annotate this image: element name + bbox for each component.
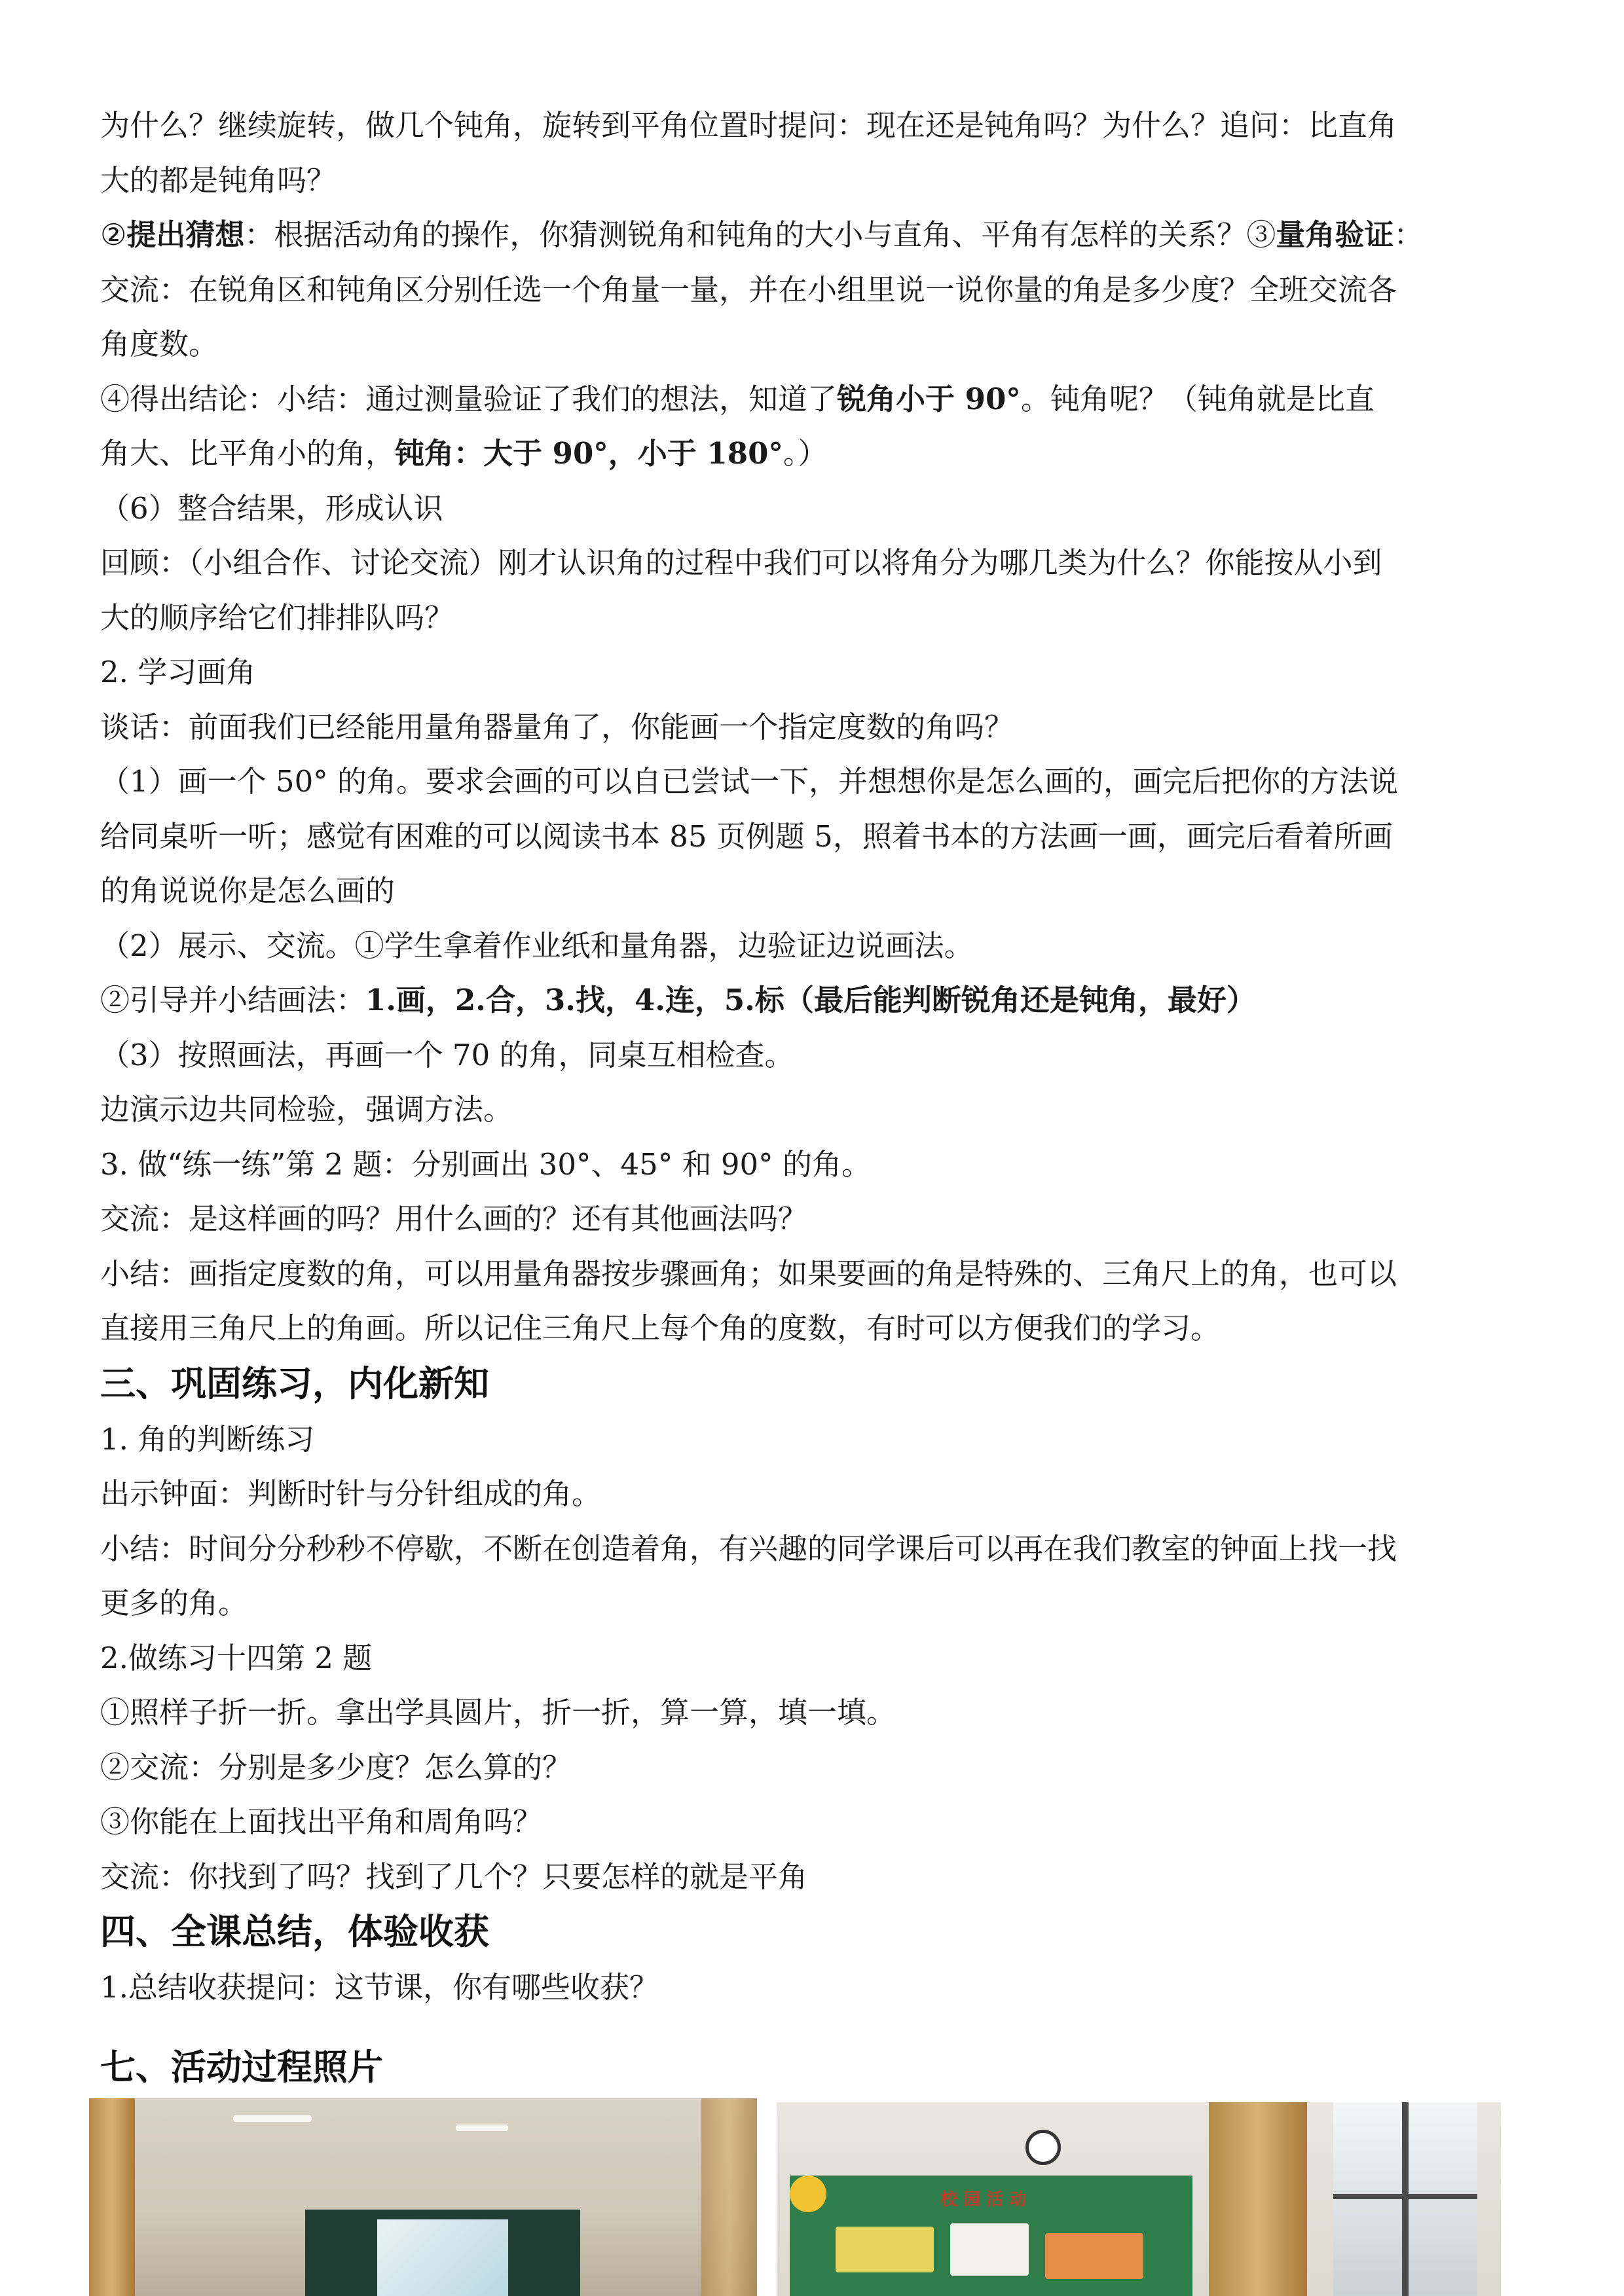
text-run: 角大、比平角小的角， (100, 436, 396, 471)
paragraph (100, 372, 1528, 427)
text-run: ： (1393, 217, 1424, 252)
section-heading: 三、巩固练习，内化新知 (100, 1362, 489, 1404)
paragraph: （3）按照画法，再画一个 70 的角，同桌互相检查。 (100, 1037, 794, 1072)
paragraph: ③你能在上面找出平角和周角吗？ (100, 1804, 543, 1839)
curtain (1209, 2102, 1307, 2296)
bold-run: 提出猜想 (126, 217, 245, 252)
document-body (100, 98, 1528, 2100)
paragraph: 的角说说你是怎么画的 (100, 873, 396, 908)
paragraph: 交流：你找到了吗？找到了几个？只要怎样的就是平角 (100, 1859, 808, 1894)
curtain (701, 2098, 757, 2296)
paragraph: 交流：在锐角区和钝角区分别任选一个角量一量，并在小组里说一说你量的角是多少度？全班交流各 (100, 272, 1397, 307)
poster (836, 2227, 934, 2272)
text-run: ②引导并小结画法： (100, 983, 366, 1017)
paragraph: 给同桌听一听；感觉有困难的可以阅读书本 85 页例题 5，照着书本的方法画一画，画完后看着所画 (100, 818, 1393, 854)
text-run: 。钝角呢？（钝角就是比直 (1020, 381, 1375, 416)
paragraph: ②交流：分别是多少度？怎么算的？ (100, 1749, 572, 1785)
paragraph: ①照样子折一折。拿出学具圆片，折一折，算一算，填一填。 (100, 1695, 896, 1730)
sun-decoration (790, 2176, 826, 2212)
paragraph: 谈话：前面我们已经能用量角器量角了，你能画一个指定度数的角吗？ (100, 709, 1014, 744)
paragraph: 2. 学习画角 (100, 655, 256, 689)
paragraph: 1. 角的判断练习 (100, 1421, 315, 1457)
paragraph: 小结：画指定度数的角，可以用量角器按步骤画角；如果要画的角是特殊的、三角尺上的角，也可以 (100, 1256, 1397, 1291)
bold-run: 锐角小于 90° (837, 381, 1021, 416)
ceiling-lamp (456, 2124, 508, 2131)
poster (1045, 2233, 1143, 2279)
paragraph: 直接用三角尺上的角画。所以记住三角尺上每个角的度数，有时可以方便我们的学习。 (100, 1311, 1221, 1345)
paragraph: 更多的角。 (100, 1586, 248, 1620)
paragraph: （6）整合结果，形成认识 (100, 490, 443, 526)
paragraph (100, 973, 1528, 1028)
paragraph: 为什么？继续旋转，做几个钝角，旋转到平角位置时提问：现在还是钝角吗？为什么？追问：比直角 (100, 108, 1397, 143)
paragraph: （2）展示、交流。①学生拿着作业纸和量角器，边验证边说画法。 (100, 928, 974, 963)
classroom-photo-1 (89, 2098, 757, 2296)
ceiling-lamp (233, 2115, 312, 2122)
projector-screen (377, 2219, 508, 2296)
text-run: ② (100, 217, 127, 252)
paragraph: 小结：时间分分秒秒不停歇，不断在创造着角，有兴趣的同学课后可以再在我们教室的钟面上找一找 (100, 1531, 1397, 1566)
paragraph: 大的都是钝角吗？ (100, 162, 337, 198)
poster (950, 2223, 1029, 2276)
section-heading: 四、全课总结，体验收获 (100, 1911, 489, 1952)
curtain (89, 2098, 135, 2296)
text-run: ④得出结论：小结：通过测量验证了我们的想法，知道了 (100, 381, 838, 416)
paragraph: 1.总结收获提问：这节课，你有哪些收获？ (100, 1970, 659, 2005)
section-heading: 七、活动过程照片 (100, 2046, 383, 2088)
paragraph: 交流：是这样画的吗？用什么画的？还有其他画法吗？ (100, 1201, 808, 1236)
board-title: 校 园 活 动 (940, 2190, 1027, 2210)
paragraph: 大的顺序给它们排排队吗？ (100, 600, 454, 635)
text-run: 。） (783, 436, 828, 471)
paragraph: 角度数。 (100, 327, 219, 361)
paragraph: 2.做练习十四第 2 题 (100, 1640, 373, 1675)
paragraph: 出示钟面：判断时针与分针组成的角。 (100, 1476, 602, 1511)
bold-run: 1.画，2.合，3.找，4.连，5.标（最后能判断锐角还是钝角，最好） (365, 983, 1256, 1017)
activity-photos (0, 2098, 1624, 2296)
paragraph (100, 426, 1528, 481)
window-frame (1333, 2194, 1477, 2199)
text-run: ：根据活动角的操作，你猜测锐角和钝角的大小与直角、平角有怎样的关系？③ (244, 217, 1276, 252)
paragraph: （1）画一个 50° 的角。要求会画的可以自已尝试一下，并想想你是怎么画的，画完后把你的方法说 (100, 764, 1399, 799)
paragraph: 边演示边共同检验，强调方法。 (100, 1092, 513, 1127)
classroom-photo-2 (777, 2102, 1501, 2296)
paragraph: 3. 做“练一练”第 2 题：分别画出 30°、45° 和 90° 的角。 (100, 1146, 871, 1182)
wall-clock (1025, 2130, 1061, 2165)
bold-run: 钝角：大于 90°，小于 180° (395, 436, 783, 471)
paragraph (100, 208, 1528, 263)
window-frame (1402, 2102, 1409, 2296)
paragraph: 回顾：（小组合作、讨论交流）刚才认识角的过程中我们可以将角分为哪几类为什么？你能按从小到 (100, 545, 1382, 580)
bold-run: 量角验证 (1276, 217, 1394, 252)
